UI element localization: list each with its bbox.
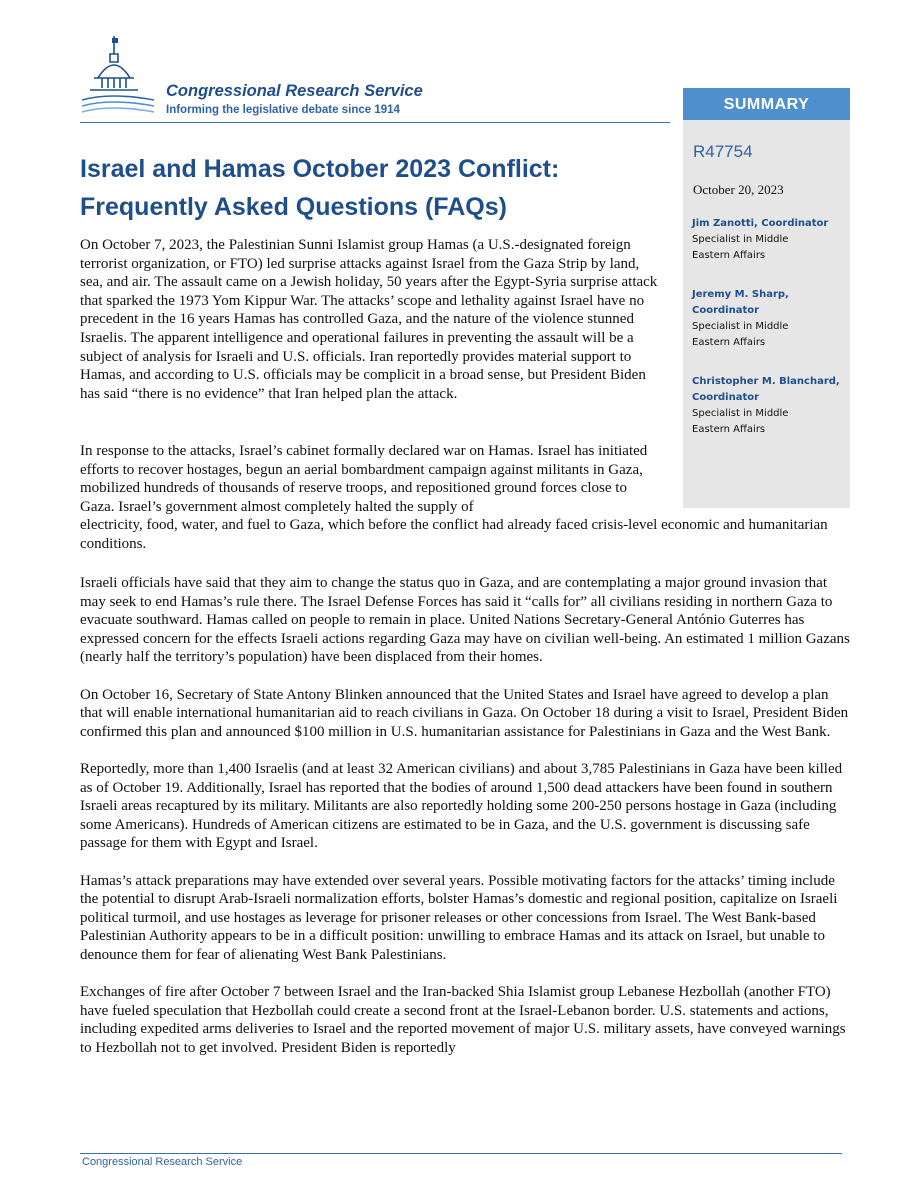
author-name-line: Christopher M. Blanchard, bbox=[692, 376, 840, 387]
summary-paragraph: Hamas’s attack preparations may have extended over several years. Possible motivating factors for the attacks’ timing include the potential to disrupt Arab-Israeli normalization efforts, bolster Hamas’s domestic and regional position, capitalize on Israeli political turmoil, and use hostages as leverage for prisoner releases or other concessions from Israel. The West Bank-based Palestinian Authority appears to be in a difficult position: unwilling to embrace Hamas and its attack on Israel, but unable to denounce them for fear of alienating West Bank Palestinians. bbox=[80, 872, 838, 963]
author-name-line: Coordinator bbox=[692, 392, 760, 403]
paragraph-part: electricity, food, water, and fuel to Gaza, which before the conflict had already faced crisis-level economic and humanitarian conditions. bbox=[80, 517, 828, 552]
summary-paragraph: On October 16, Secretary of State Antony Blinken announced that the United States and Israel have agreed to develop a plan that will enable international humanitarian aid to reach civilians in Gaza. On October 18 during a visit to Israel, President Biden confirmed this plan and announced $100 million in U.S. humanitarian assistance for Palestinians in Gaza and the West Bank. bbox=[80, 686, 849, 740]
summary-paragraph: Israeli officials have said that they aim to change the status quo in Gaza, and are contemplating a major ground invasion that may seek to end Hamas’s rule there. The Israel Defense Forces has said it “calls for” all civilians residing in northern Gaza to evacuate southward. Hamas called on people to remain in place. United Nations Secretary-General António Guterres has expressed concern for the effects Israeli actions regarding Gaza may have on civilian well-being. An estimated 1 million Gazans (nearly half the territory’s population) have been displaced from their homes. bbox=[80, 575, 850, 666]
author-entry bbox=[692, 216, 847, 264]
summary-paragraph: On October 7, 2023, the Palestinian Sunni Islamist group Hamas (a U.S.-designated foreign terrorist organization, or FTO) led surprise attacks against Israel from the Gaza Strip by land, sea, and air. The assault came on a Jewish holiday, 50 years after the Egypt-Syria surprise attack that sparked the 1973 Yom Kippur War. The attacks’ scope and lethality against Israel have no precedent in the 16 years Hamas has controlled Gaza, and the nature of the violence stunned Israelis. The apparent intelligence and operational failures in preventing the assault will be a subject of analysis for Israeli and U.S. officials. Iran reportedly provides material support to Hamas, and according to U.S. officials may be complicit in a broad sense, but President Biden has said “there is no evidence” that Iran helped plan the attack. bbox=[80, 237, 658, 402]
summary-body bbox=[80, 574, 850, 1076]
report-date: October 20, 2023 bbox=[693, 182, 784, 197]
author-name-line: Coordinator bbox=[692, 305, 760, 316]
report-id: R47754 bbox=[693, 142, 753, 161]
author-title-line: Eastern Affairs bbox=[692, 424, 766, 435]
author-title-line: Specialist in Middle bbox=[692, 321, 789, 332]
paragraph-part: In response to the attacks, Israel’s cabinet formally declared war on Hamas. Israel has initiated efforts to recover hostages, begun an aerial bombardment campaign against militants in Gaza, mobilized hundreds of thousands of reserve troops, and repositioned ground forces close to Gaza. Israel’s government almost completely halted the supply of bbox=[80, 443, 648, 515]
author-title-line: Eastern Affairs bbox=[692, 337, 766, 348]
author-title-line: Specialist in Middle bbox=[692, 234, 789, 245]
org-tagline: Informing the legislative debate since 1914 bbox=[166, 104, 400, 116]
author-title-line: Eastern Affairs bbox=[692, 250, 766, 261]
summary-paragraph: Reportedly, more than 1,400 Israelis (and at least 32 American civilians) and about 3,785 Palestinians in Gaza have been killed as of October 19. Additionally, Israel has reported that the bodies of around 1,500 dead attackers have been found in southern Israeli areas recaptured by its military. Militants are also reportedly holding some 200-250 persons hostage in Gaza (including some Americans). Hundreds of American citizens are estimated to be in Gaza, and the U.S. government is discussing safe passage for them with Egypt and Israel. bbox=[80, 760, 843, 852]
author-title-line: Specialist in Middle bbox=[692, 408, 789, 419]
author-entry bbox=[692, 374, 847, 438]
footer-divider bbox=[80, 1153, 842, 1154]
author-name-line: Jeremy M. Sharp, bbox=[692, 289, 789, 300]
summary-label: SUMMARY bbox=[683, 88, 850, 120]
org-name: Congressional Research Service bbox=[166, 82, 423, 100]
footer-text: Congressional Research Service bbox=[82, 1156, 243, 1168]
author-entry bbox=[692, 287, 847, 351]
header-divider bbox=[80, 122, 670, 123]
capitol-dome-icon bbox=[80, 34, 160, 124]
title-line: Frequently Asked Questions (FAQs) bbox=[80, 193, 507, 221]
summary-paragraph bbox=[80, 442, 850, 554]
title-line: Israel and Hamas October 2023 Conflict: bbox=[80, 155, 560, 183]
summary-paragraph: Exchanges of fire after October 7 between Israel and the Iran-backed Shia Islamist group Lebanese Hezbollah (another FTO) have fueled speculation that Hezbollah could create a second front at the Israel-Lebanon border. U.S. statements and actions, including expedited arms deliveries to Israel and the reported movement of major U.S. military assets, have conveyed warnings to Hezbollah not to get involved. President Biden is reportedly bbox=[80, 984, 846, 1056]
author-list bbox=[692, 216, 847, 461]
author-name: Jim Zanotti, Coordinator bbox=[692, 218, 829, 229]
crs-logo bbox=[80, 34, 480, 124]
document-title bbox=[80, 150, 640, 226]
